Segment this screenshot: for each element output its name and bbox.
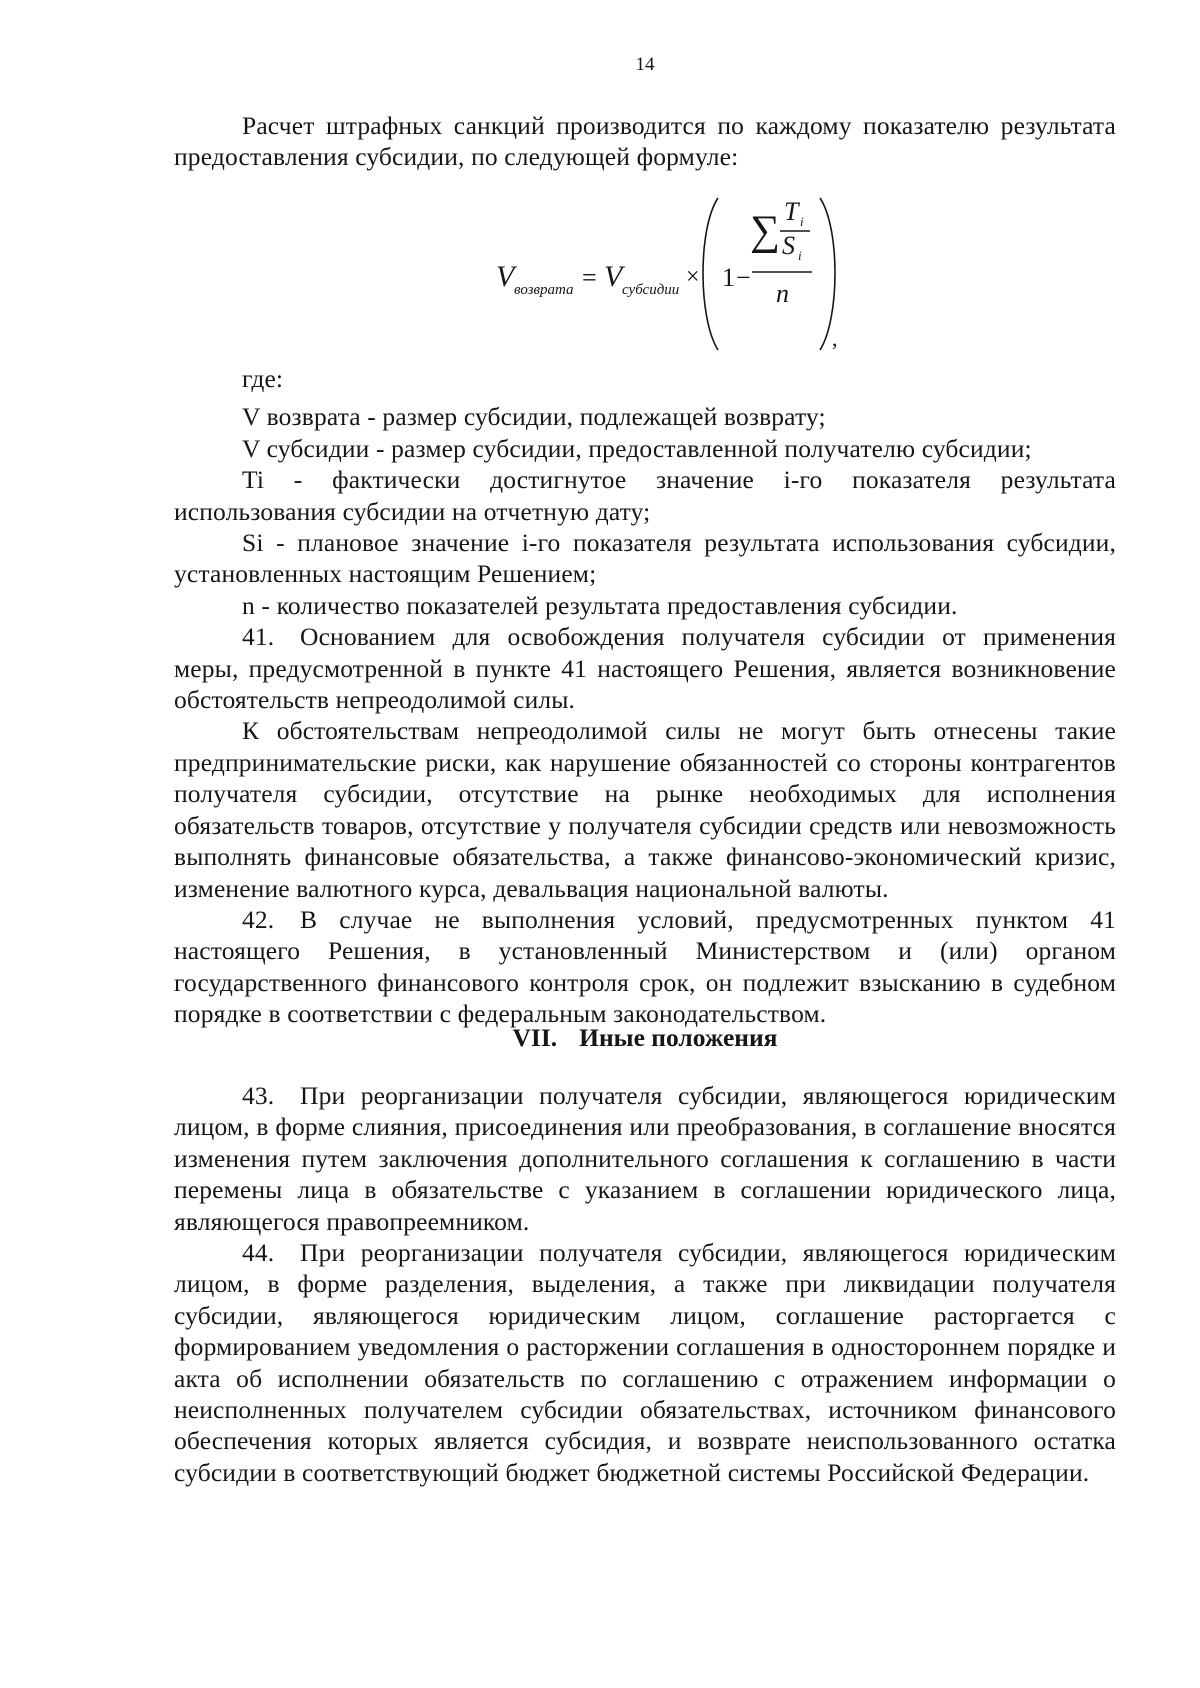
formula-times: × bbox=[686, 264, 700, 290]
formula-t-sub: i bbox=[800, 214, 804, 229]
clause-44-text: При реорганизации получателя субсидии, являющегося юридическим лицом, в форме разделения, выделения, а также при ликвидации получателя субсидии, являющегося юридическим лицом, соглашение расторгается с формированием уведомления о расторжении соглашения в одностороннем порядке и акта об исполнении обязательств по соглашению с отражением информации о неисполненных получателем субсидии обязательствах, источником финансового обеспечения которых является субсидия, и возврате неиспользованного остатка субсидии в соответствующий бюджет бюджетной системы Российской Федерации. bbox=[174, 1238, 1116, 1487]
formula-sum: ∑ bbox=[750, 208, 780, 254]
force-majeure-paragraph: К обстоятельствам непреодолимой силы не могут быть отнесены такие предпринимательские риски, как нарушение обязанностей со стороны контрагентов получателя субсидии, отсутствие на рынке необходимых для исполнения обязательств товаров, отсутствие у получателя субсидии средств или невозможность выполнять финансовые обязательства, а также финансово-экономический кризис, изменение валютного курса, девальвация национальной валюты. bbox=[174, 716, 1116, 903]
where-label: где: bbox=[242, 364, 284, 393]
clause-43-number: 43. bbox=[242, 1081, 275, 1110]
clause-41 bbox=[174, 621, 1116, 715]
clause-41-text: Основанием для освобождения получателя субсидии от применения меры, предусмотренной в пункте 41 настоящего Решения, является возникновение обстоятельств непреодолимой силы. bbox=[174, 622, 1116, 715]
intro-paragraph: Расчет штрафных санкций производится по каждому показателю результата предоставления субсидии, по следующей формуле: bbox=[174, 111, 1116, 172]
penalty-formula bbox=[440, 198, 860, 358]
section-title: Иные положения bbox=[579, 1023, 778, 1052]
body-block bbox=[174, 363, 1116, 1030]
formula-one: 1 bbox=[722, 263, 735, 292]
definition-ti: Ti - фактически достигнутое значение i-го показателя результата использования субсидии на отчетную дату; bbox=[174, 465, 1116, 526]
formula-t-var: T bbox=[784, 197, 799, 226]
formula-rhs-sub: субсидии bbox=[622, 282, 680, 298]
formula-rhs-var: V bbox=[604, 260, 623, 293]
definition-si: Si - плановое значение i-го показателя результата использования субсидии, установленных настоящим Решением; bbox=[174, 528, 1116, 589]
formula-s-sub: i bbox=[798, 248, 802, 263]
definition-v-subsidy: V субсидии - размер субсидии, предоставленной получателю субсидии; bbox=[242, 433, 1032, 463]
formula-n: n bbox=[776, 279, 789, 308]
clause-44-number: 44. bbox=[242, 1238, 275, 1268]
formula-s-var: S bbox=[782, 231, 795, 260]
intro-block bbox=[174, 110, 1116, 173]
formula-lhs-var: V bbox=[496, 260, 515, 293]
definition-n: n - количество показателей результата предоставления субсидии. bbox=[242, 590, 958, 620]
clause-42-text: В случае не выполнения условий, предусмотренных пунктом 41 настоящего Решения, в установленный Министерством и (или) органом государственного финансового контроля срок, он подлежит взысканию в судебном порядке в соответствии с федеральным законодательством. bbox=[174, 904, 1116, 1029]
section-heading bbox=[0, 1023, 1200, 1053]
formula-equals: = bbox=[582, 263, 597, 292]
clause-43 bbox=[174, 1080, 1116, 1237]
clause-43-text: При реорганизации получателя субсидии, являющегося юридическим лицом, в форме слияния, присоединения или преобразования, в соглашение вносятся изменения путем заключения дополнительного соглашения к соглашению в части перемены лица в обязательстве с указанием в соглашении юридического лица, являющегося правопреемником. bbox=[174, 1081, 1116, 1236]
clause-41-number: 41. bbox=[242, 622, 275, 652]
page-number: 14 bbox=[635, 54, 655, 75]
definition-v-return: V возврата - размер субсидии, подлежащей возврату; bbox=[242, 402, 826, 432]
formula-lhs-sub: возврата bbox=[514, 282, 574, 298]
clause-44 bbox=[174, 1237, 1116, 1488]
formula-left-paren bbox=[703, 198, 718, 350]
formula-svg bbox=[440, 198, 860, 358]
section-numeral: VII. bbox=[512, 1023, 558, 1052]
clause-42-number: 42. bbox=[242, 904, 275, 934]
formula-comma: , bbox=[832, 326, 838, 351]
formula-minus: − bbox=[736, 263, 751, 292]
clause-42 bbox=[174, 904, 1116, 1030]
section-vii-block bbox=[174, 1080, 1116, 1488]
